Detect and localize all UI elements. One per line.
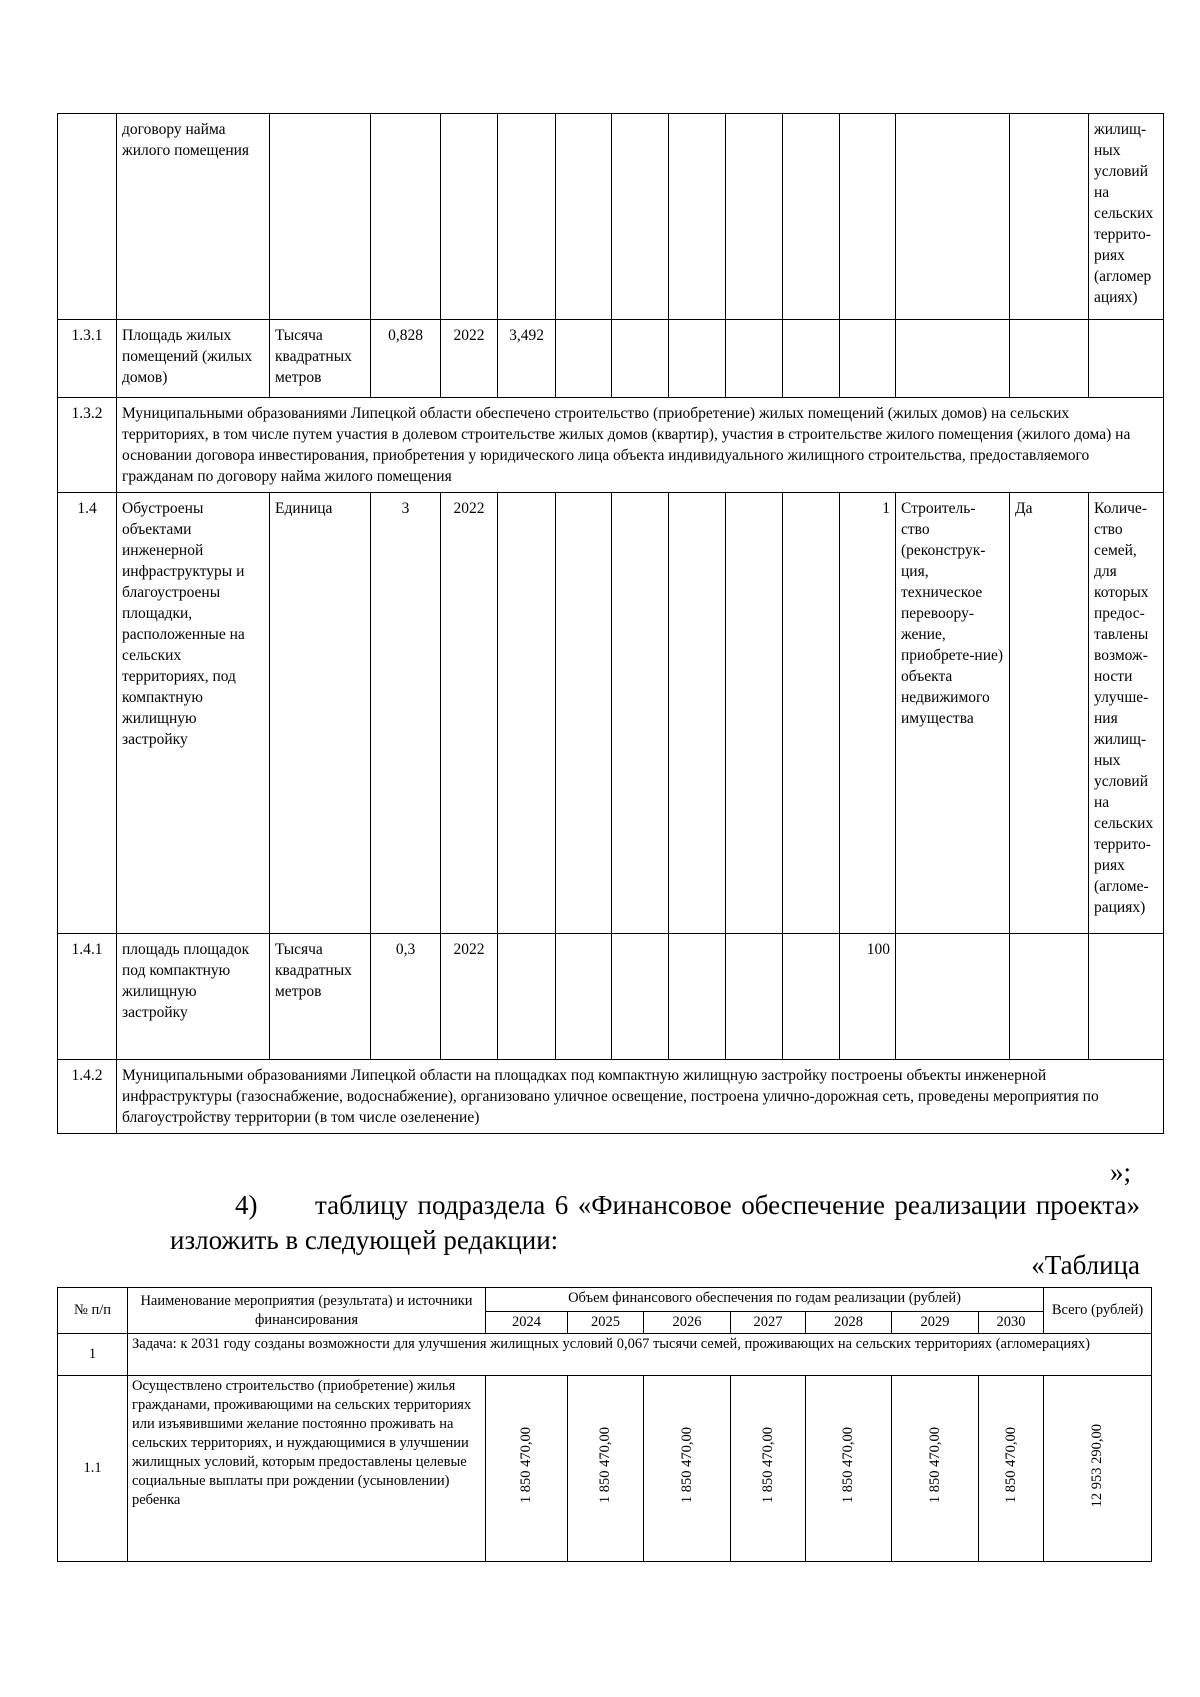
amount-2030: 1 850 470,00 [979, 1376, 1044, 1562]
task-text: Задача: к 2031 году созданы возможности для улучшения жилищных условий 0,067 тысячи семей, проживающих на сельских территориях (агломерациях) [128, 1334, 1152, 1376]
unit: Тысяча квадратных метров [270, 320, 371, 398]
table-row [58, 493, 1164, 934]
header-year: 2030 [979, 1312, 1044, 1334]
indicator-name: договору найма жилого помещения [117, 114, 270, 320]
indicator-note: жилищ-ных условий на сельских террито-риях (агломер ациях) [1089, 114, 1164, 320]
header-name: Наименование мероприятия (результата) и источники финансирования [128, 1288, 486, 1334]
unit: Тысяча квадратных метров [270, 934, 371, 1060]
value-2030: 1 [840, 493, 896, 934]
indicator-name: площадь площадок под компактную жилищную застройку [117, 934, 270, 1060]
table-row [58, 1060, 1164, 1134]
amount-2028: 1 850 470,00 [806, 1376, 892, 1562]
indicator-name: Площадь жилых помещений (жилых домов) [117, 320, 270, 398]
amount-2024: 1 850 470,00 [486, 1376, 568, 1562]
base-value: 0,3 [371, 934, 441, 1060]
table-row [58, 398, 1164, 493]
table-row [58, 1376, 1152, 1562]
indicator-name: Обустроены объектами инженерной инфраструктуры и благоустроены площадки, расположенные на сельских территориях, под компактную жилищную застройку [117, 493, 270, 934]
header-volume: Объем финансового обеспечения по годам реализации (рублей) [486, 1288, 1044, 1312]
row-number: 1.4.1 [58, 934, 117, 1060]
table-row [58, 934, 1164, 1060]
amount-2026: 1 850 470,00 [644, 1376, 731, 1562]
paragraph-line-1: таблицу подраздела 6 «Финансовое обеспечение реализации проекта» [315, 1190, 1140, 1220]
paragraph-number: 4) [235, 1190, 258, 1220]
row-number: 1.4.2 [58, 1060, 117, 1134]
result-description: Муниципальными образованиями Липецкой области обеспечено строительство (приобретение) жилых помещений (жилых домов) на сельских территориях, в том числе путем участия в долевом строительстве жилых домов (квартир), участия в строительстве жилого помещения (жилого дома) на основании договора инвестирования, приобретения у юридического лица объекта индивидуального жилищного строительства, предоставляемого гражданам по договору найма жилого помещения [117, 398, 1164, 493]
financing-table [57, 1287, 1152, 1562]
indicator-note: Количе-ство семей, для которых предос-тавлены возмож-ности улучше-ния жилищ-ных условий на сельских террито-риях (агломе-рациях) [1089, 493, 1164, 934]
paragraph-line-2: изложить в следующей редакции: [170, 1225, 559, 1255]
table-row [58, 114, 1164, 320]
row-number: 1.4 [58, 493, 117, 934]
flag: Да [1010, 493, 1089, 934]
header-year: 2029 [892, 1312, 979, 1334]
amount-2029: 1 850 470,00 [892, 1376, 979, 1562]
base-value: 0,828 [371, 320, 441, 398]
header-year: 2025 [568, 1312, 644, 1334]
indicators-table [57, 113, 1164, 1134]
value-2030: 100 [840, 934, 896, 1060]
amount-2027: 1 850 470,00 [731, 1376, 806, 1562]
amount-2025: 1 850 470,00 [568, 1376, 644, 1562]
value-2024: 3,492 [498, 320, 556, 398]
header-year: 2026 [644, 1312, 731, 1334]
header-total: Всего (рублей) [1044, 1288, 1152, 1334]
row-number: 1.1 [58, 1376, 128, 1562]
row-number: 1 [58, 1334, 128, 1376]
result-description: Муниципальными образованиями Липецкой области на площадках под компактную жилищную застройку построены объекты инженерной инфраструктуры (газоснабжение, водоснабжение), организовано уличное освещение, построена улично-дорожная сеть, проведены мероприятия по благоустройству территории (в том числе озеленение) [117, 1060, 1164, 1134]
header-year: 2028 [806, 1312, 892, 1334]
table-row [58, 320, 1164, 398]
table-header-row [58, 1288, 1152, 1312]
table-label: «Таблица [1031, 1250, 1140, 1280]
row-number: 1.3.1 [58, 320, 117, 398]
base-year: 2022 [441, 320, 498, 398]
amount-total: 12 953 290,00 [1044, 1376, 1152, 1562]
row-number: 1.3.2 [58, 398, 117, 493]
header-year: 2027 [731, 1312, 806, 1334]
unit: Единица [270, 493, 371, 934]
event-name: Осуществлено строительство (приобретение) жилья гражданами, проживающими на сельских территориях или изъявившими желание постоянно проживать на сельских территориях, и нуждающимися в улучшении жилищных условий, которым предоставлены целевые социальные выплаты при рождении (усыновлении) ребенка [128, 1376, 486, 1562]
event-type: Строитель-ство (реконструк-ция, техническое перевоору-жение, приобрете-ние) объекта недвижимого имущества [896, 493, 1010, 934]
amendment-paragraph [170, 1188, 1140, 1258]
base-year: 2022 [441, 493, 498, 934]
base-value: 3 [371, 493, 441, 934]
table-row [58, 1334, 1152, 1376]
header-year: 2024 [486, 1312, 568, 1334]
base-year: 2022 [441, 934, 498, 1060]
closing-quote: »; [1110, 1157, 1132, 1187]
header-number: № п/п [58, 1288, 128, 1334]
